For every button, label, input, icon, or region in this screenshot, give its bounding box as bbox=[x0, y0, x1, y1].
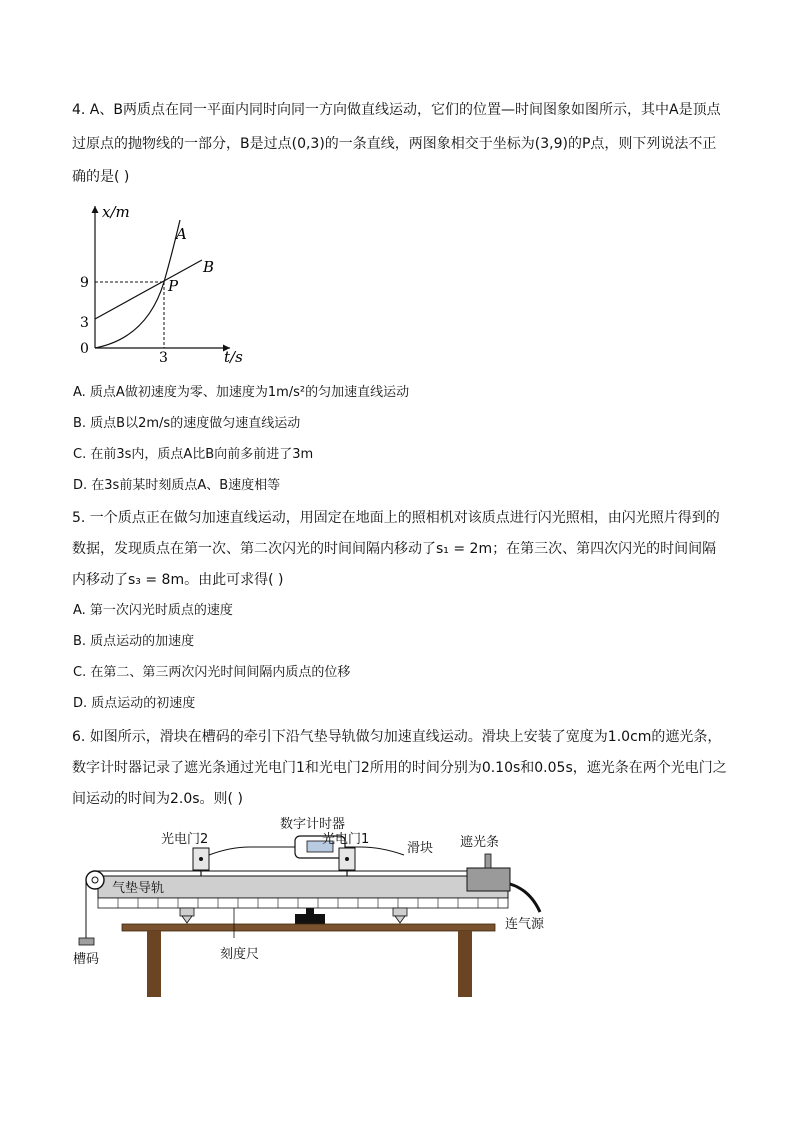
q5-option-a: A. 第一次闪光时质点的速度 bbox=[73, 603, 233, 618]
label-gate-1: 光电门1 bbox=[322, 832, 370, 847]
q4-option-c: C. 在前3s内，质点A比B向前多前进了3m bbox=[73, 447, 314, 462]
q5-stem-line-3: 内移动了s₃ = 8m。由此可求得( ) bbox=[72, 572, 284, 588]
q4-option-b: B. 质点B以2m/s的速度做匀速直线运动 bbox=[73, 416, 301, 431]
table-leg-left bbox=[147, 931, 161, 997]
wire-left bbox=[209, 847, 295, 855]
q5-option-b: B. 质点运动的加速度 bbox=[73, 634, 195, 649]
q4-stem-line-3: 确的是( ) bbox=[72, 169, 130, 185]
x-tick-3: 3 bbox=[159, 350, 168, 366]
slider-block bbox=[467, 868, 510, 891]
table-leg-right bbox=[458, 931, 472, 997]
x-axis-label: t/s bbox=[224, 348, 243, 366]
label-gate-2: 光电门2 bbox=[161, 832, 209, 847]
scale-ruler bbox=[98, 898, 508, 908]
point-p-label: P bbox=[168, 277, 179, 295]
air-track-apparatus-figure bbox=[60, 810, 560, 1005]
q4-option-d: D. 在3s前某时刻质点A、B速度相等 bbox=[73, 478, 281, 493]
line-b-label: B bbox=[203, 258, 215, 276]
label-shading-strip: 遮光条 bbox=[460, 835, 500, 850]
label-rail: 气垫导轨 bbox=[112, 881, 165, 896]
table-top bbox=[122, 924, 495, 931]
q6-stem-line-1: 6. 如图所示，滑块在槽码的牵引下沿气垫导轨做匀加速直线运动。滑块上安装了宽度为1.0cm的遮光条， bbox=[72, 729, 722, 745]
q4-stem-line-1: 4. A、B两质点在同一平面内同时向同一方向做直线运动，它们的位置—时间图象如图所示，其中A是顶点 bbox=[72, 102, 721, 118]
q4-stem-line-2: 过原点的抛物线的一部分，B是过点(0,3)的一条直线，两图象相交于坐标为(3,9)的P点，则下列说法不正 bbox=[72, 136, 717, 152]
label-timer: 数字计时器 bbox=[280, 817, 346, 832]
q5-stem-line-1: 5. 一个质点正在做匀加速直线运动，用固定在地面上的照相机对该质点进行闪光照相，由闪光照片得到的 bbox=[72, 510, 720, 526]
label-air-source: 连气源 bbox=[505, 917, 545, 932]
q6-stem-line-3: 间运动的时间为2.0s。则( ) bbox=[72, 791, 243, 807]
line-b bbox=[95, 260, 202, 319]
q5-option-d: D. 质点运动的初速度 bbox=[73, 696, 196, 711]
y-axis-label: x/m bbox=[102, 203, 130, 221]
q6-stem-line-2: 数字计时器记录了遮光条通过光电门1和光电门2所用的时间分别为0.10s和0.05s，遮光条在两个光电门之 bbox=[72, 760, 727, 776]
q4-position-time-graph bbox=[72, 198, 262, 370]
y-tick-9: 9 bbox=[80, 275, 89, 291]
shading-strip bbox=[485, 854, 491, 868]
q4-option-a: A. 质点A做初速度为零、加速度为1m/s²的匀加速直线运动 bbox=[73, 385, 410, 400]
q5-stem-line-2: 数据，发现质点在第一次、第二次闪光的时间间隔内移动了s₁ = 2m；在第三次、第四次闪光的时间间隔 bbox=[72, 541, 717, 557]
hanging-weight bbox=[79, 938, 94, 945]
q5-option-c: C. 在第二、第三两次闪光时间间隔内质点的位移 bbox=[73, 665, 351, 680]
y-tick-3: 3 bbox=[80, 315, 89, 331]
origin-label: 0 bbox=[80, 341, 89, 357]
curve-a-label: A bbox=[176, 225, 187, 243]
air-hose bbox=[510, 884, 540, 912]
label-scale: 刻度尺 bbox=[220, 947, 260, 962]
label-slider: 滑块 bbox=[407, 841, 434, 856]
label-weight: 槽码 bbox=[73, 952, 100, 967]
